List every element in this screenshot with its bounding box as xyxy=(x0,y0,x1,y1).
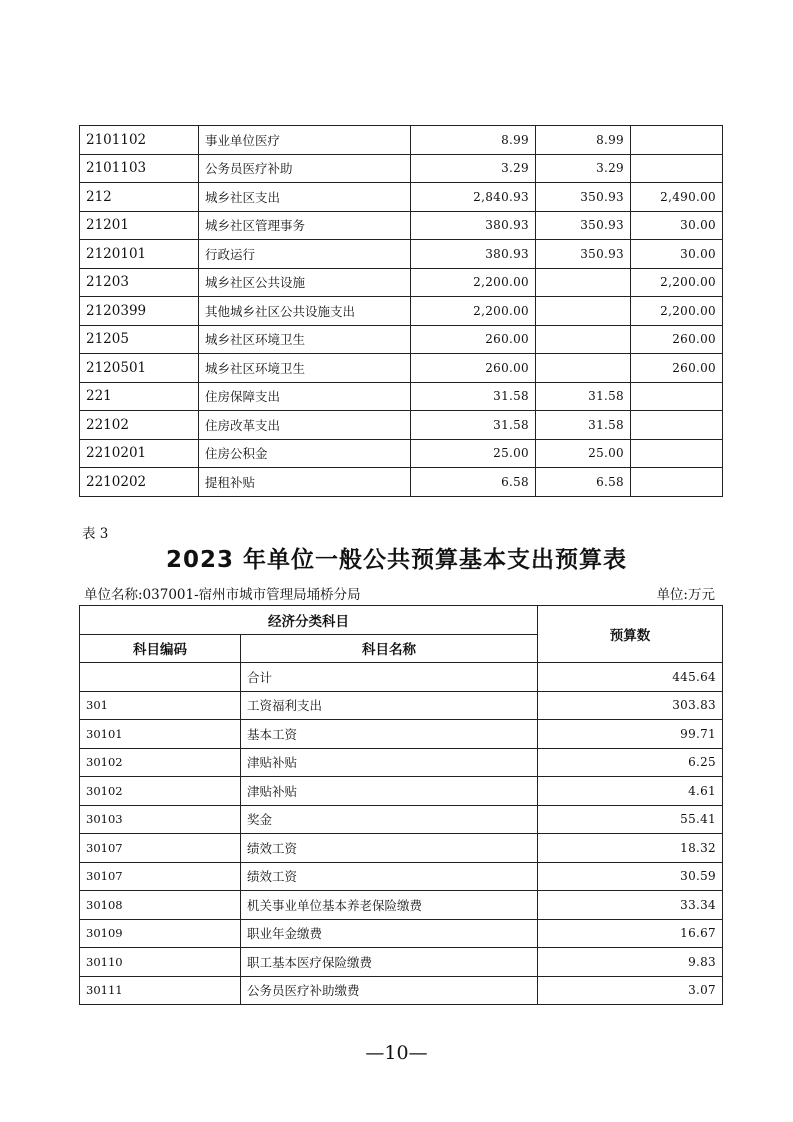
project-amount xyxy=(631,468,723,497)
subject-name: 提租补贴 xyxy=(199,468,411,497)
table-row xyxy=(80,720,723,749)
subject-name: 城乡社区支出 xyxy=(199,183,411,212)
table-row xyxy=(80,468,723,497)
total-amount: 31.58 xyxy=(411,382,536,411)
header-code: 科目编码 xyxy=(80,634,241,663)
subject-code: 2120501 xyxy=(80,354,199,383)
subject-name: 行政运行 xyxy=(199,240,411,269)
budget-amount: 445.64 xyxy=(538,663,723,692)
total-amount: 31.58 xyxy=(411,411,536,440)
subject-code: 30108 xyxy=(80,891,241,920)
table-row xyxy=(80,240,723,269)
project-amount: 30.00 xyxy=(631,240,723,269)
table-row xyxy=(80,382,723,411)
budget-amount: 30.59 xyxy=(538,862,723,891)
basic-amount xyxy=(536,297,631,326)
table-row xyxy=(80,862,723,891)
total-amount: 260.00 xyxy=(411,354,536,383)
project-amount: 260.00 xyxy=(631,354,723,383)
table-row xyxy=(80,154,723,183)
table-row xyxy=(80,354,723,383)
budget-amount: 18.32 xyxy=(538,834,723,863)
budget-amount: 99.71 xyxy=(538,720,723,749)
total-amount: 25.00 xyxy=(411,439,536,468)
total-amount: 6.58 xyxy=(411,468,536,497)
subject-name: 基本工资 xyxy=(241,720,538,749)
basic-amount xyxy=(536,268,631,297)
subject-name: 职工基本医疗保险缴费 xyxy=(241,948,538,977)
subject-code: 2120101 xyxy=(80,240,199,269)
subject-name: 城乡社区公共设施 xyxy=(199,268,411,297)
project-amount xyxy=(631,439,723,468)
unit-label: 单位:万元 xyxy=(656,587,715,603)
table-title: 2023 年单位一般公共预算基本支出预算表 xyxy=(165,547,628,573)
subject-code: 21203 xyxy=(80,268,199,297)
budget-amount: 55.41 xyxy=(538,805,723,834)
subject-name: 住房公积金 xyxy=(199,439,411,468)
expenditure-continuation-table xyxy=(79,125,723,497)
project-amount xyxy=(631,126,723,155)
subject-name: 其他城乡社区公共设施支出 xyxy=(199,297,411,326)
project-amount xyxy=(631,411,723,440)
subject-name: 城乡社区环境卫生 xyxy=(199,325,411,354)
basic-amount xyxy=(536,354,631,383)
basic-amount: 350.93 xyxy=(536,183,631,212)
subject-code: 21201 xyxy=(80,211,199,240)
table-row xyxy=(80,691,723,720)
basic-amount: 31.58 xyxy=(536,382,631,411)
table-row xyxy=(80,268,723,297)
table-row xyxy=(80,325,723,354)
subject-name: 城乡社区环境卫生 xyxy=(199,354,411,383)
table-row xyxy=(80,948,723,977)
subject-code: 30107 xyxy=(80,862,241,891)
total-amount: 8.99 xyxy=(411,126,536,155)
subject-name: 奖金 xyxy=(241,805,538,834)
project-amount: 2,490.00 xyxy=(631,183,723,212)
budget-amount: 6.25 xyxy=(538,748,723,777)
budget-amount: 9.83 xyxy=(538,948,723,977)
table-row xyxy=(80,919,723,948)
subject-code: 2120399 xyxy=(80,297,199,326)
subject-name: 机关事业单位基本养老保险缴费 xyxy=(241,891,538,920)
header-row xyxy=(80,606,723,635)
table-row xyxy=(80,748,723,777)
subject-code: 2101102 xyxy=(80,126,199,155)
table-row xyxy=(80,891,723,920)
unit-name: 单位名称:037001-宿州市城市管理局埇桥分局 xyxy=(84,587,361,603)
table-row xyxy=(80,777,723,806)
subject-code: 212 xyxy=(80,183,199,212)
table-row xyxy=(80,834,723,863)
subject-name: 工资福利支出 xyxy=(241,691,538,720)
subject-name: 住房改革支出 xyxy=(199,411,411,440)
basic-amount: 3.29 xyxy=(536,154,631,183)
basic-expenditure-table xyxy=(79,605,723,1005)
header-econ-category: 经济分类科目 xyxy=(80,606,538,635)
table-label: 表 3 xyxy=(82,526,109,542)
subject-code: 30103 xyxy=(80,805,241,834)
basic-amount: 31.58 xyxy=(536,411,631,440)
total-amount: 2,200.00 xyxy=(411,297,536,326)
subject-code: 30107 xyxy=(80,834,241,863)
budget-amount: 303.83 xyxy=(538,691,723,720)
subject-code: 2210201 xyxy=(80,439,199,468)
total-amount: 3.29 xyxy=(411,154,536,183)
subject-name: 绩效工资 xyxy=(241,834,538,863)
budget-amount: 3.07 xyxy=(538,976,723,1005)
project-amount: 2,200.00 xyxy=(631,297,723,326)
table-row xyxy=(80,297,723,326)
total-amount: 2,200.00 xyxy=(411,268,536,297)
table-row xyxy=(80,126,723,155)
budget-amount: 33.34 xyxy=(538,891,723,920)
budget-amount: 4.61 xyxy=(538,777,723,806)
subject-code: 30102 xyxy=(80,748,241,777)
table-row xyxy=(80,183,723,212)
project-amount xyxy=(631,154,723,183)
total-amount: 380.93 xyxy=(411,211,536,240)
subject-code: 2101103 xyxy=(80,154,199,183)
table-row xyxy=(80,411,723,440)
basic-amount: 8.99 xyxy=(536,126,631,155)
subject-code: 30109 xyxy=(80,919,241,948)
subject-name: 住房保障支出 xyxy=(199,382,411,411)
project-amount: 260.00 xyxy=(631,325,723,354)
subject-code: 30110 xyxy=(80,948,241,977)
table-row xyxy=(80,976,723,1005)
subject-name: 公务员医疗补助缴费 xyxy=(241,976,538,1005)
page-number: —10— xyxy=(365,1042,428,1064)
table-row xyxy=(80,663,723,692)
subject-name: 合计 xyxy=(241,663,538,692)
subject-name: 绩效工资 xyxy=(241,862,538,891)
table-row xyxy=(80,439,723,468)
project-amount: 30.00 xyxy=(631,211,723,240)
subject-code: 21205 xyxy=(80,325,199,354)
subject-name: 津贴补贴 xyxy=(241,777,538,806)
subject-name: 津贴补贴 xyxy=(241,748,538,777)
subject-code: 2210202 xyxy=(80,468,199,497)
subject-code: 30102 xyxy=(80,777,241,806)
basic-amount: 350.93 xyxy=(536,211,631,240)
subject-name: 职业年金缴费 xyxy=(241,919,538,948)
subject-name: 城乡社区管理事务 xyxy=(199,211,411,240)
total-amount: 260.00 xyxy=(411,325,536,354)
total-amount: 2,840.93 xyxy=(411,183,536,212)
subject-code: 30111 xyxy=(80,976,241,1005)
project-amount: 2,200.00 xyxy=(631,268,723,297)
subject-code xyxy=(80,663,241,692)
table-row xyxy=(80,211,723,240)
subject-code: 22102 xyxy=(80,411,199,440)
budget-amount: 16.67 xyxy=(538,919,723,948)
basic-amount xyxy=(536,325,631,354)
basic-amount: 25.00 xyxy=(536,439,631,468)
subject-code: 221 xyxy=(80,382,199,411)
basic-amount: 350.93 xyxy=(536,240,631,269)
subject-code: 301 xyxy=(80,691,241,720)
subject-code: 30101 xyxy=(80,720,241,749)
subject-name: 事业单位医疗 xyxy=(199,126,411,155)
subject-name: 公务员医疗补助 xyxy=(199,154,411,183)
basic-amount: 6.58 xyxy=(536,468,631,497)
total-amount: 380.93 xyxy=(411,240,536,269)
header-budget: 预算数 xyxy=(538,606,723,663)
table-row xyxy=(80,805,723,834)
header-name: 科目名称 xyxy=(241,634,538,663)
project-amount xyxy=(631,382,723,411)
